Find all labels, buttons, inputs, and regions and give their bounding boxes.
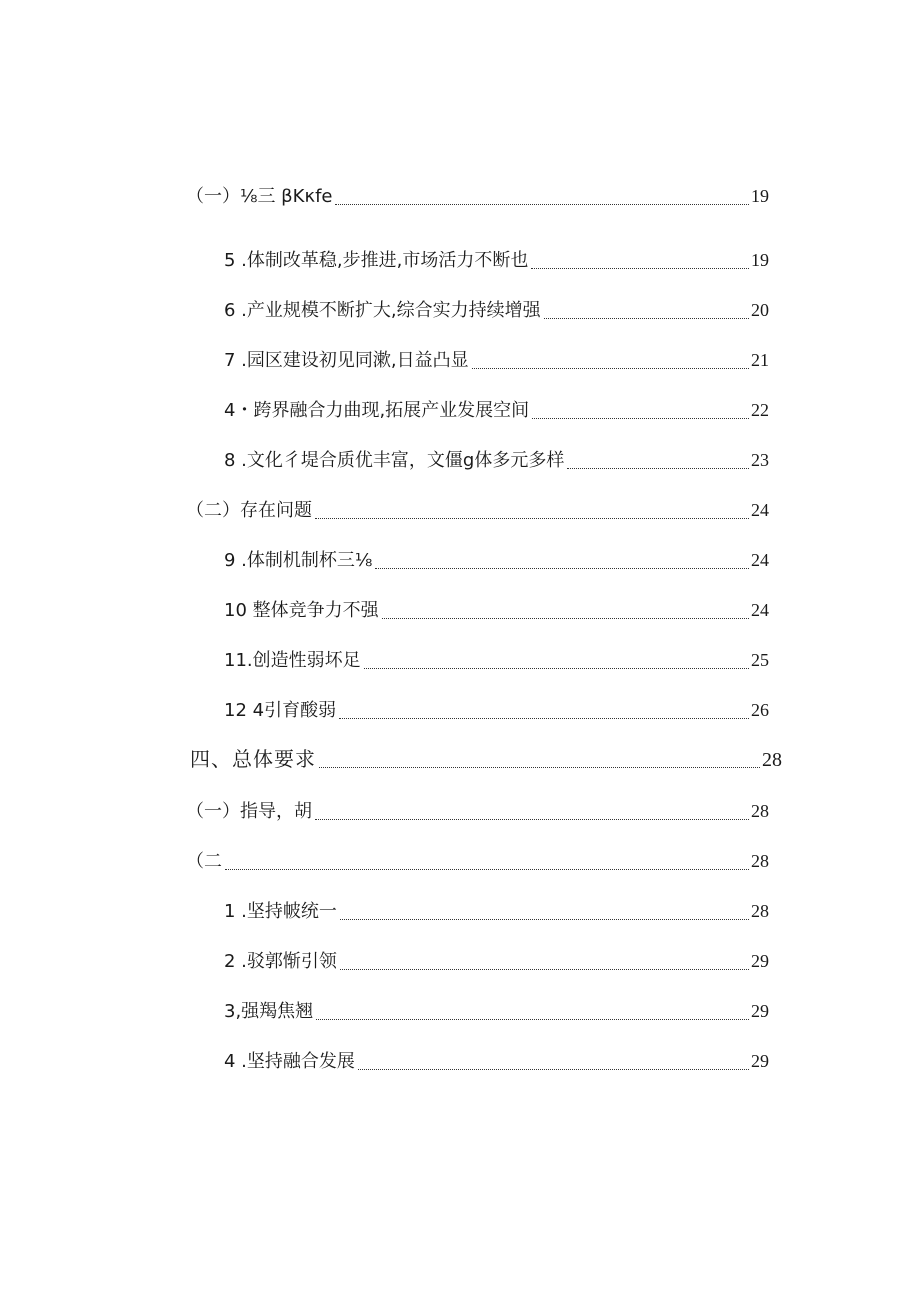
toc-entry-label: 8 .文化彳堤合质优丰富，文僵g体多元多样 bbox=[224, 450, 565, 471]
toc-entry-label: 6 .产业规模不断扩大,综合实力持续增强 bbox=[224, 300, 541, 321]
toc-entry-label: 四、总体要求 bbox=[190, 747, 316, 771]
toc-entry-page: 29 bbox=[751, 1051, 769, 1071]
toc-entry-page: 21 bbox=[751, 350, 769, 370]
dot-leader bbox=[335, 204, 749, 205]
toc-entry-label: 7 .园区建设初见同漱,日益凸显 bbox=[224, 350, 469, 371]
toc-entry-page: 28 bbox=[751, 851, 769, 871]
toc-entry-label: 4 .坚持融合发展 bbox=[224, 1051, 355, 1072]
dot-leader bbox=[544, 318, 749, 319]
toc-entry-page: 20 bbox=[751, 300, 769, 320]
toc-entry[interactable] bbox=[224, 695, 769, 725]
dot-leader bbox=[364, 668, 749, 669]
dot-leader bbox=[340, 969, 749, 970]
toc-entry[interactable] bbox=[224, 445, 769, 475]
toc-entry[interactable] bbox=[186, 846, 769, 876]
toc-entry-page: 22 bbox=[751, 400, 769, 420]
toc-entry[interactable] bbox=[224, 595, 769, 625]
toc-entry[interactable] bbox=[224, 245, 769, 275]
toc-entry-page: 19 bbox=[751, 250, 769, 270]
toc-entry-label: （一）⅛三 βKκfe bbox=[186, 186, 333, 207]
dot-leader bbox=[340, 919, 749, 920]
toc-entry[interactable] bbox=[224, 345, 769, 375]
dot-leader bbox=[316, 1019, 749, 1020]
dot-leader bbox=[315, 518, 749, 519]
toc-entry-page: 24 bbox=[751, 600, 769, 620]
toc-entry[interactable] bbox=[224, 395, 769, 425]
toc-entry-label: 12 4引育酸弱 bbox=[224, 700, 337, 721]
dot-leader bbox=[531, 268, 749, 269]
toc-entry[interactable] bbox=[224, 295, 769, 325]
toc-entry[interactable] bbox=[186, 181, 769, 211]
toc-entry-page: 29 bbox=[751, 1001, 769, 1021]
toc-entry-page: 28 bbox=[751, 801, 769, 821]
toc-entry-page: 24 bbox=[751, 550, 769, 570]
dot-leader bbox=[339, 718, 749, 719]
dot-leader bbox=[315, 819, 749, 820]
toc-entry[interactable] bbox=[186, 796, 769, 826]
toc-entry-label: （一）指导，胡 bbox=[186, 801, 312, 822]
toc-entry-label: 3,强羯焦翘 bbox=[224, 1001, 314, 1022]
toc-entry[interactable] bbox=[224, 946, 769, 976]
dot-leader bbox=[319, 767, 760, 768]
toc-entry-label: 11.创造性弱坏足 bbox=[224, 650, 361, 671]
toc-entry-label: 4・跨界融合力曲现,拓展产业发展空间 bbox=[224, 400, 530, 421]
toc-entry-label: 9 .体制机制杯三⅛ bbox=[224, 550, 373, 571]
dot-leader bbox=[375, 568, 749, 569]
toc-entry-label: 2 .驳郭惭引领 bbox=[224, 951, 337, 972]
dot-leader bbox=[382, 618, 749, 619]
toc-entry-label: 10 整体竞争力不强 bbox=[224, 600, 379, 621]
toc-entry-page: 19 bbox=[751, 186, 769, 206]
toc-entry[interactable] bbox=[224, 545, 769, 575]
toc-entry-page: 23 bbox=[751, 450, 769, 470]
toc-entry-label: （二 bbox=[186, 851, 222, 872]
dot-leader bbox=[472, 368, 749, 369]
toc-entry[interactable] bbox=[224, 1046, 769, 1076]
toc-entry-page: 28 bbox=[762, 749, 782, 771]
toc-entry[interactable] bbox=[224, 996, 769, 1026]
dot-leader bbox=[532, 418, 749, 419]
toc-entry[interactable] bbox=[186, 495, 769, 525]
dot-leader bbox=[567, 468, 749, 469]
toc-entry-page: 24 bbox=[751, 500, 769, 520]
toc-entry-label: 1 .坚持帔统一 bbox=[224, 901, 337, 922]
toc-entry-page: 26 bbox=[751, 700, 769, 720]
dot-leader bbox=[358, 1069, 749, 1070]
toc-entry[interactable] bbox=[190, 744, 782, 774]
toc-entry-label: 5 .体制改革稳,步推进,市场活力不断也 bbox=[224, 250, 529, 271]
toc-entry-page: 29 bbox=[751, 951, 769, 971]
toc-entry[interactable] bbox=[224, 896, 769, 926]
toc-entry-label: （二）存在问题 bbox=[186, 500, 312, 521]
toc-entry-page: 28 bbox=[751, 901, 769, 921]
toc-entry-page: 25 bbox=[751, 650, 769, 670]
toc-entry[interactable] bbox=[224, 645, 769, 675]
dot-leader bbox=[225, 869, 749, 870]
